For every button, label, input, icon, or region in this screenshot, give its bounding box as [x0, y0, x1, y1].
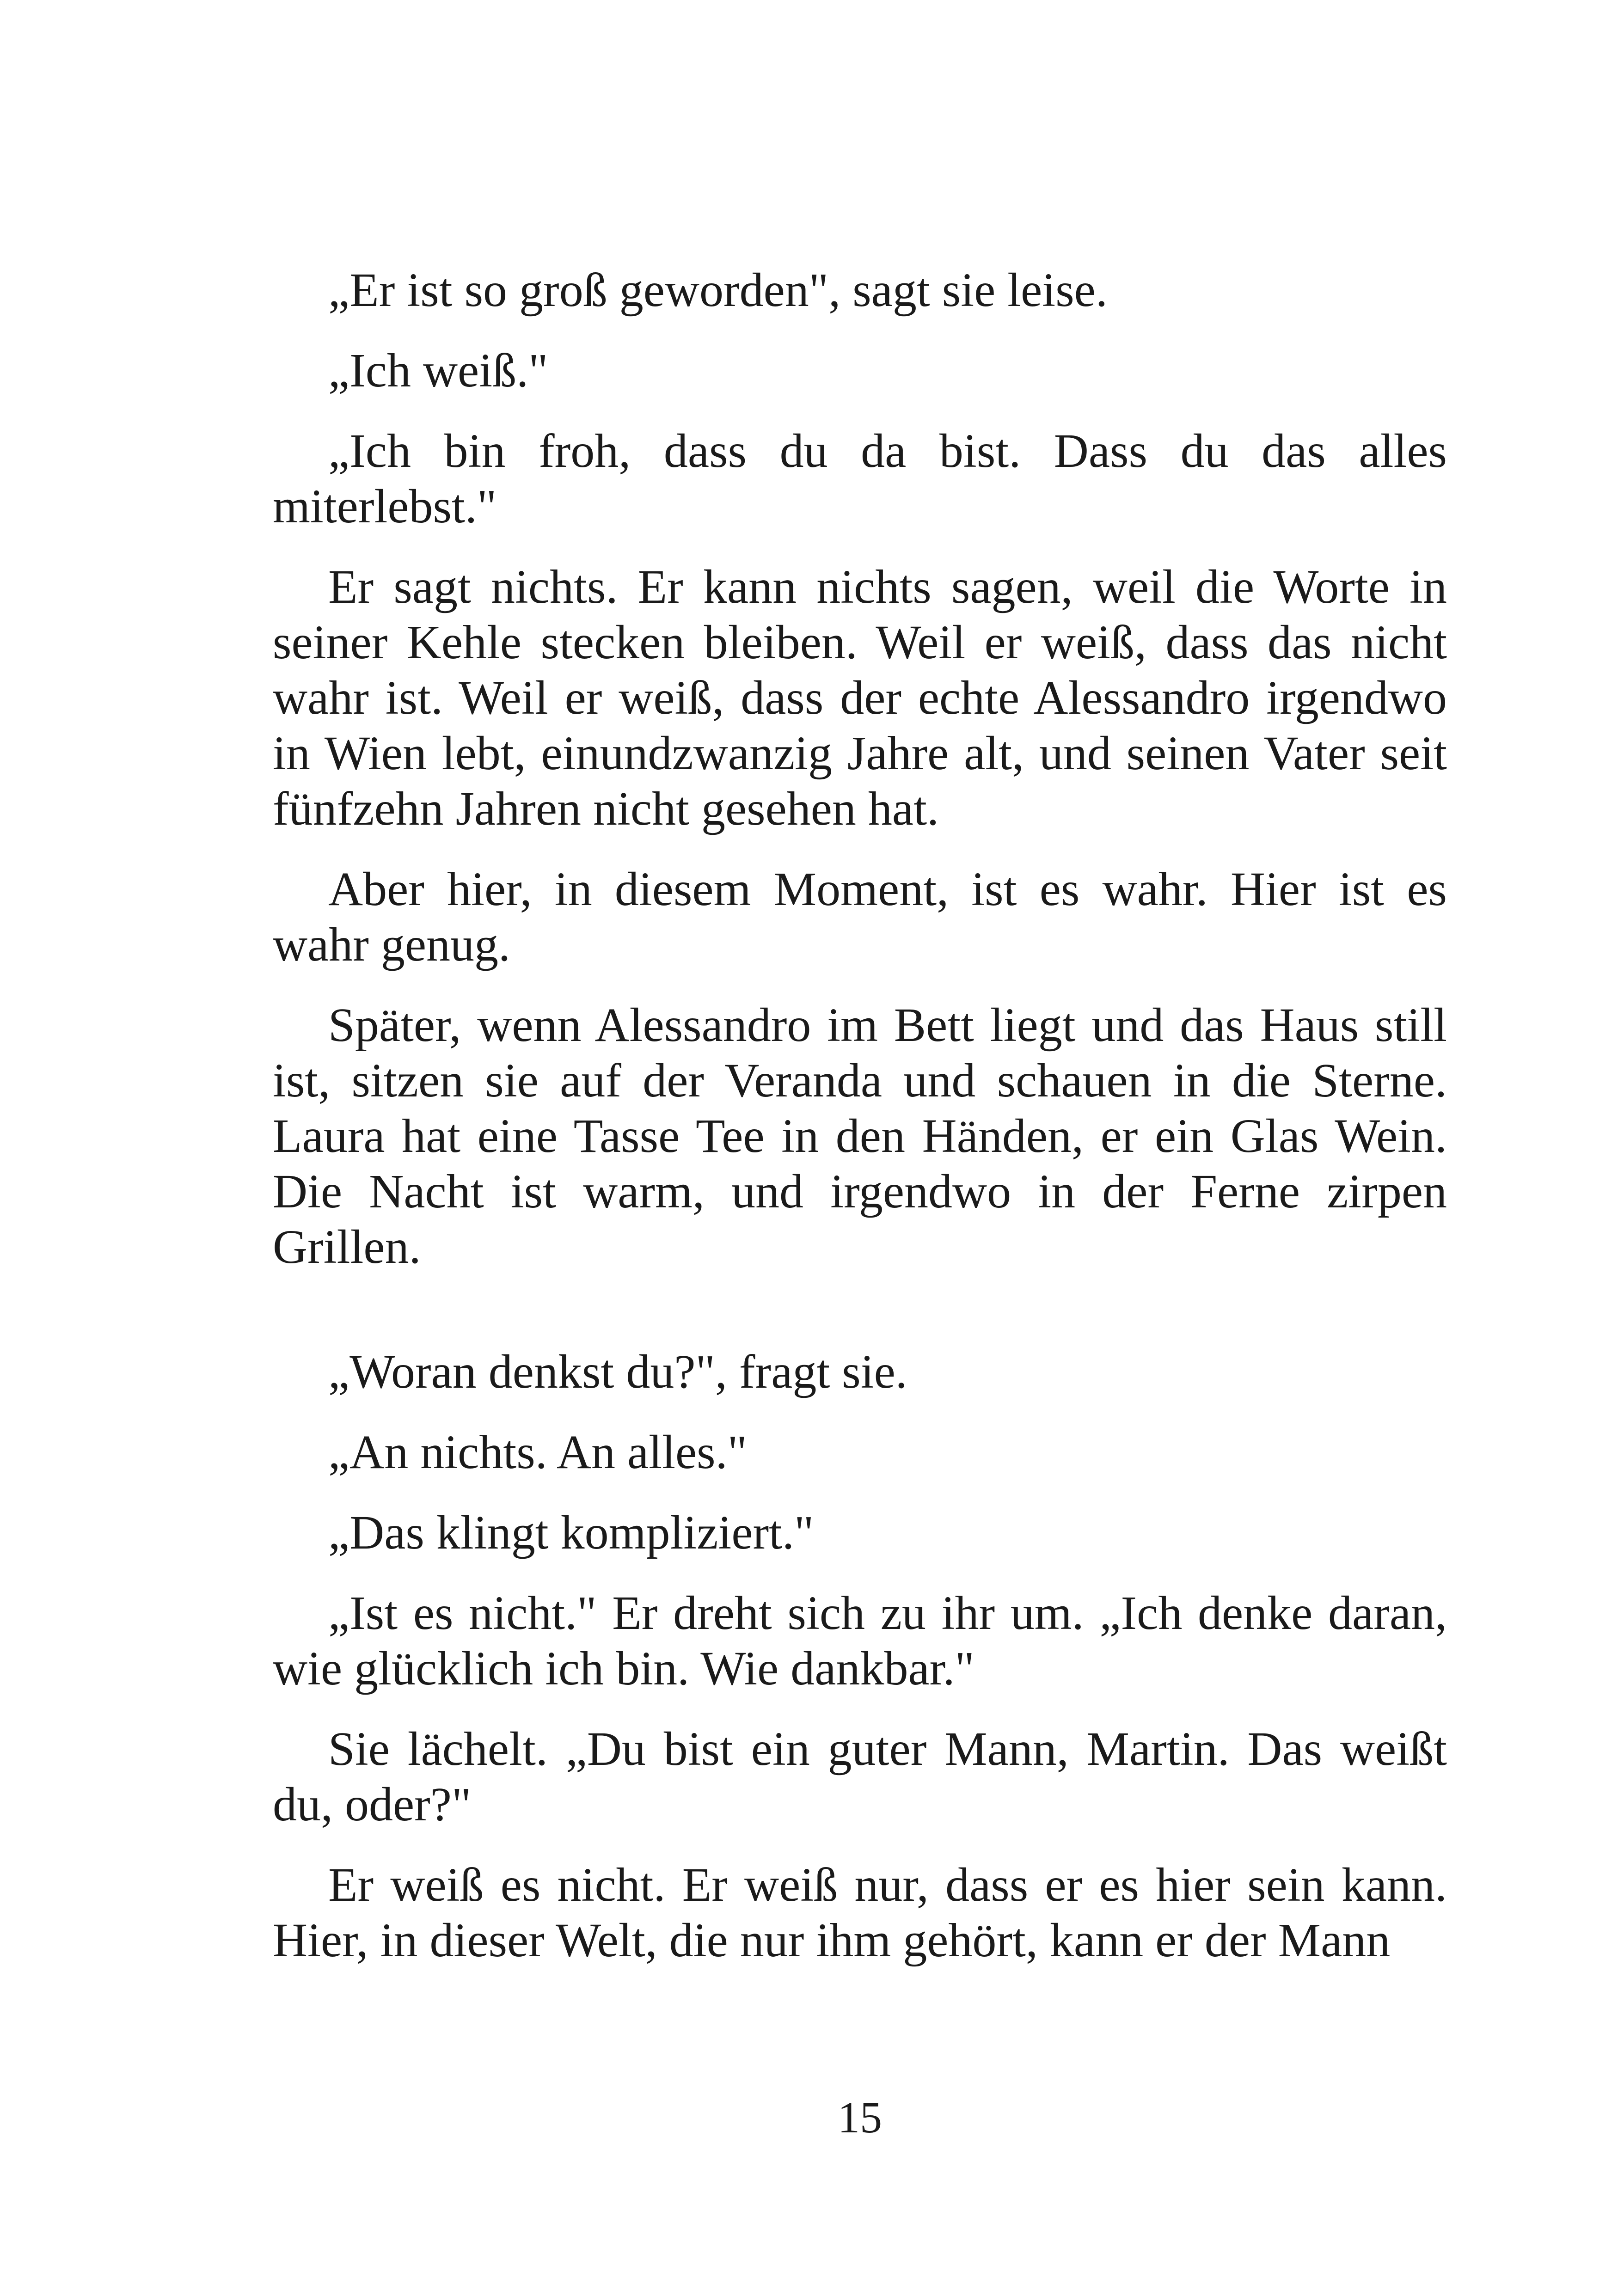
page-number: 15 [838, 2093, 882, 2142]
paragraph: „Ich bin froh, dass du da bist. Dass du das alles miterlebst." [273, 424, 1447, 533]
paragraph: Aber hier, in diesem Moment, ist es wahr. Hier ist es wahr genug. [273, 863, 1447, 971]
paragraph: Er sagt nichts. Er kann nichts sagen, weil die Worte in seiner Kehle stecken bleiben. Weil er weiß, dass das nicht wahr ist. Weil er weiß, dass der echte Alessandro irgendwo in Wien lebt, einundzwanzig Jahre alt, und seinen Vater seit fünfzehn Jahren nicht gesehen hat. [273, 560, 1447, 835]
scene-break [273, 1275, 1447, 1344]
paragraph: „Ich weiß." [328, 344, 548, 397]
paragraph: „Das klingt kompliziert." [328, 1506, 814, 1559]
paragraph: „An nichts. An alles." [328, 1426, 748, 1479]
paragraph: „Woran denkst du?", fragt sie. [328, 1345, 907, 1398]
body-text [273, 263, 1447, 1968]
paragraph: Später, wenn Alessandro im Bett liegt und das Haus still ist, sitzen sie auf der Veranda und schauen in die Sterne. Laura hat eine Tasse Tee in den Händen, er ein Glas Wein. Die Nacht ist warm, und irgendwo in der Ferne zirpen Grillen. [273, 998, 1447, 1274]
paragraph: Sie lächelt. „Du bist ein guter Mann, Martin. Das weißt du, oder?" [273, 1722, 1447, 1831]
paragraph: „Er ist so groß geworden", sagt sie leise. [328, 263, 1108, 317]
paragraph: „Ist es nicht." Er dreht sich zu ihr um. „Ich denke daran, wie glücklich ich bin. Wie dankbar." [273, 1586, 1447, 1695]
paragraph: Er weiß es nicht. Er weiß nur, dass er es hier sein kann. Hier, in dieser Welt, die nur ihm gehört, kann er der Mann [273, 1858, 1447, 1967]
